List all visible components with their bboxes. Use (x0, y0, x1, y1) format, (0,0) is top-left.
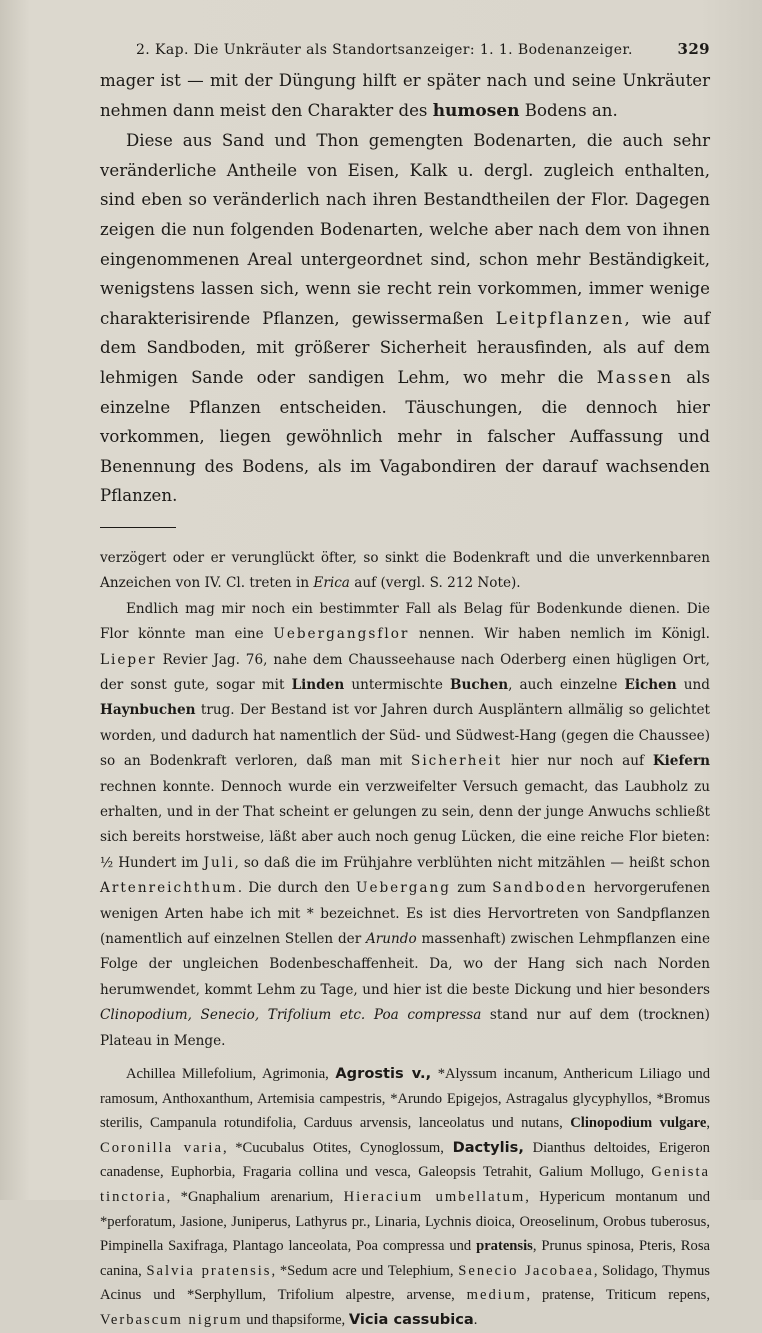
italic-term: Poa compressa (373, 1007, 482, 1024)
text-run: verzögert oder er verunglückt öfter, so sinkt die Bodenkraft und die unverkennbaren Anzeichen von IV. Cl. treten in (100, 549, 710, 592)
text-run (365, 1007, 374, 1023)
bold-term: Linden (291, 676, 345, 693)
bold-species: Dactylis, (452, 1138, 524, 1156)
bold-term: Haynbuchen (100, 702, 196, 719)
text-run: , so daß die im Frühjahre verblühten nicht mitzählen — heißt schon (234, 854, 710, 871)
italic-term: Arundo (365, 931, 417, 947)
text-run: nennen. Wir haben nemlich im Königl. (409, 626, 710, 643)
text-run: , (706, 1115, 710, 1132)
text-run: . (473, 1311, 478, 1328)
text-run: trug. Der Bestand ist vor Jahren durch Auspläntern allmälig so gelichtet worden, und dadurch hat namentlich der Süd- und Südwest-Hang (gegen die Chaussee) so an Bodenkraft verloren, daß man mit (100, 702, 710, 770)
text-run: zum (451, 880, 493, 897)
text-run: , auch einzelne (508, 676, 625, 693)
text-run: Dianthus deltoides, Erigeron canadense, Euphorbia, Fragaria collina und vesca, Galeopsis Tetrahit, Galium Mollugo, (100, 1139, 710, 1181)
spaced-term: Uebergang (355, 880, 451, 897)
italic-term: Erica (313, 575, 350, 592)
text-run: , Hypericum montanum und *perforatum, Jasione, Juniperus, Lathyrus pr., Linaria, Lychnis dioica, Oreoselinum, Orobus tuberosus, Pimpinella Saxifraga, Plantago lanceolata, Poa compressa und (100, 1189, 710, 1255)
text-run: mager ist — mit der Düngung hilft er später nach und seine Unkräuter nehmen dann meist den Charakter des (100, 71, 710, 120)
text-run: Endlich mag mir noch ein bestimmter Fall als Belag für Bodenkunde dienen. Die Flor könnte man eine (100, 600, 710, 643)
text-run: auf (vergl. S. 212 Note). (349, 575, 521, 592)
bold-term: humosen (432, 100, 520, 121)
spaced-term: Juli (203, 854, 235, 871)
paragraph-1 (100, 66, 710, 126)
bold-species: Vicia cassubica (348, 1310, 474, 1328)
bold-term: Buchen (450, 676, 509, 693)
spaced-term: Sicherheit (411, 753, 503, 770)
running-title: 2. Kap. Die Unkräuter als Standortsanzeiger: 1. 1. Bodenanzeiger. (136, 42, 633, 58)
text-run: , *Sedum acre und Telephium, (271, 1262, 459, 1279)
text-run: , *Cucubalus Otites, Cynoglossum, (222, 1139, 453, 1156)
text-run: , *Gnaphalium arenarium, (166, 1189, 344, 1205)
text-run: Revier Jag. 76, nahe dem Chausseehause nach Oderberg einen hügligen Ort, der sonst gute, sogar mit (100, 651, 710, 693)
text-run: stand nur auf dem (trocknen) Plateau in Menge. (100, 1007, 710, 1049)
bold-species: pratensis (476, 1238, 533, 1255)
text-run: untermischte (344, 676, 451, 693)
text-run: als einzelne Pflanzen entscheiden. Täuschungen, die dennoch hier vorkommen, liegen gewöhnlich mehr in falscher Auffassung und Benennung des Bodens, als im Vagabondiren der darauf wachsenden Pflanzen. (100, 367, 710, 506)
spaced-term: Lieper (100, 651, 157, 668)
text-run: rechnen konnte. Dennoch wurde ein verzweifelter Versuch gemacht, das Laubholz zu erhalten, und in der That scheint er gelungen zu sein, denn der junge Anwuchs schließt sich bereits horstweise, läßt aber auch noch genug Lücken, die eine reiche Flor bieten: ½ Hundert im (100, 778, 710, 871)
footnote-paragraph-2 (100, 597, 710, 1054)
footnote-block (100, 546, 710, 1054)
text-run: Diese aus Sand und Thon gemengten Bodenarten, die auch sehr veränderliche Antheile von Eisen, Kalk u. dergl. zugleich enthalten, sind eben so veränderlich nach ihren Bestandtheilen der Flor. Dagegen zeigen die nun folgenden Bodenarten, welche aber nach dem von ihnen eingenommenen Areal untergeordnet sind, schon mehr Beständigkeit, wenigstens lassen sich, wenn sie recht rein vorkommen, immer wenige charakterisirende Pflanzen, gewissermaßen (100, 131, 710, 328)
text-run: Bodens an. (519, 100, 618, 120)
spaced-species: Coronilla varia (100, 1139, 223, 1156)
spaced-term: Artenreichthum (100, 880, 238, 897)
text-run: hervorgerufenen wenigen Arten habe ich mit * bezeichnet. Es ist dies Hervortreten von Sandpflanzen (namentlich auf einzelnen Stellen der (100, 880, 710, 947)
paragraph-2 (100, 126, 710, 511)
main-text (100, 66, 710, 511)
spaced-species: Hieracium umbellatum (343, 1189, 526, 1205)
spaced-species: Senecio Jacobaea (458, 1262, 594, 1279)
bold-species: Agrostis v., (335, 1065, 432, 1083)
spaced-species: Verbascum nigrum (100, 1311, 243, 1328)
text-run: , Solidago, Thymus Acinus und *Serphyllum, Trifolium alpestre, arvense, (100, 1262, 710, 1304)
text-run: *Alyssum incanum, Anthericum Liliago und ramosum, Anthoxanthum, Artemisia campestris, *Arundo Epigejos, Astragalus glycyphyllos, *Bromus sterilis, Campanula rotundifolia, Carduus arvensis, lanceolatus und nutans, (100, 1066, 710, 1132)
footnote-paragraph-1 (100, 546, 710, 597)
text-run: , Prunus spinosa, Pteris, Rosa canina, (100, 1238, 710, 1279)
page-number: 329 (677, 40, 710, 58)
text-run: . Die durch den (237, 880, 356, 897)
footnote-divider (100, 527, 176, 528)
bold-species: Clinopodium vulgare (570, 1115, 707, 1132)
text-run: , pratense, Triticum repens, (526, 1287, 710, 1304)
spaced-term: Massen (596, 367, 674, 387)
spaced-term: Uebergangsflor (273, 626, 410, 643)
bold-term: Eichen (624, 676, 677, 693)
text-run: und thapsiforme, (242, 1311, 349, 1328)
spaced-term: Leitpflanzen (495, 308, 625, 328)
text-run: massenhaft) zwischen Lehmpflanzen eine Folge der ungleichen Bodenbeschaffenheit. Da, wo der Hang sich nach Norden herumwendet, kommt Lehm zu Tage, und hier ist die beste Dickung und hier besonders (100, 931, 710, 998)
spaced-species: medium (466, 1287, 527, 1304)
running-header (100, 40, 710, 66)
text-run: und (676, 676, 711, 693)
spaced-term: Sandboden (492, 880, 588, 897)
italic-term: Clinopodium, Senecio, Trifolium etc. (100, 1007, 366, 1024)
spaced-species: Genista tinctoria (100, 1164, 710, 1205)
text-run: Achillea Millefolium, Agrimonia, (126, 1066, 336, 1083)
text-run: , wie auf dem Sandboden, mit größerer Sicherheit herausfinden, als auf dem lehmigen Sande oder sandigen Lehm, wo mehr die (100, 308, 710, 387)
species-list (100, 1062, 710, 1333)
text-run: hier nur noch auf (502, 753, 653, 770)
bold-term: Kiefern (652, 753, 710, 770)
spaced-species: Salvia pratensis (146, 1262, 272, 1279)
